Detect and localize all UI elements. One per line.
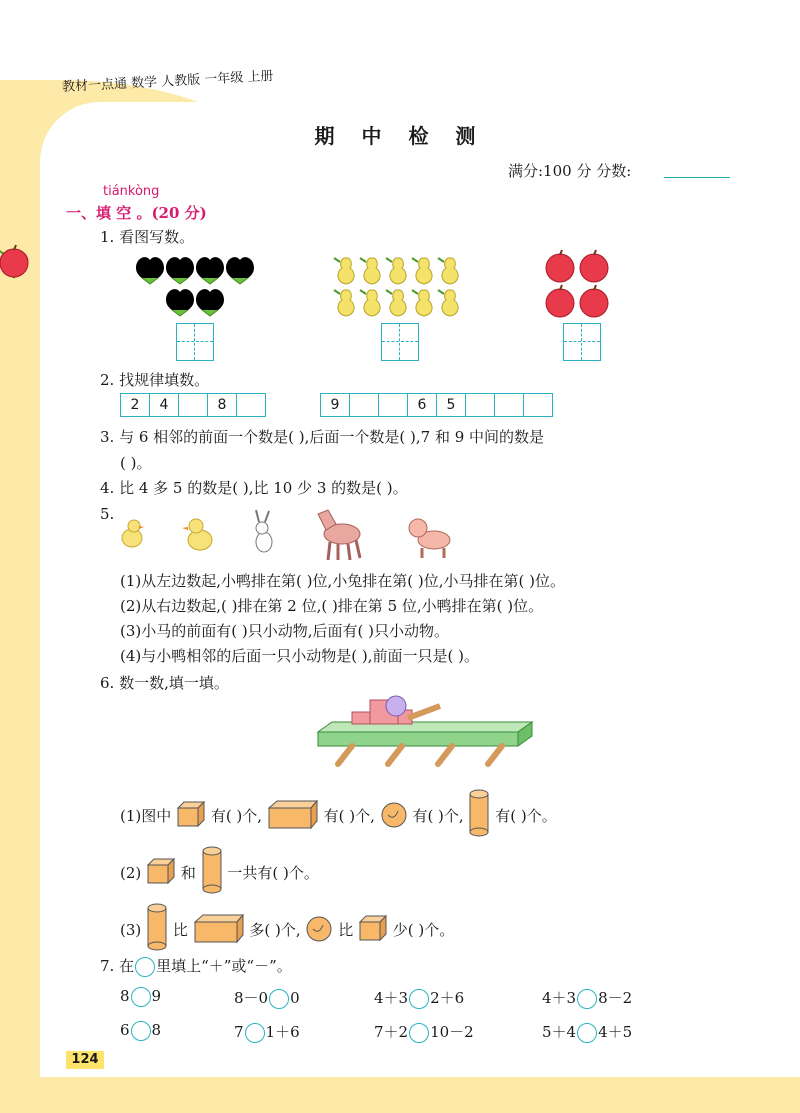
q7-item (234, 987, 300, 1009)
sequence-2 (320, 393, 553, 417)
q6-1-a: 有( )个, (210, 807, 263, 825)
question-6-3 (120, 907, 454, 955)
q6-1-c: 有( )个, (412, 807, 464, 825)
book-header: 教材一点通 数学 人教版 一年级 上册 (61, 68, 274, 95)
question-4: 4. 比 4 多 5 的数是( ),比 10 少 3 的数是( )。 (100, 479, 408, 497)
cube-icon (146, 859, 176, 885)
cylinder-icon (201, 846, 223, 894)
q7-item (234, 1021, 300, 1043)
q7-item (374, 1021, 474, 1043)
q6-1-d: 有( )个。 (495, 807, 557, 825)
sphere-icon (305, 915, 333, 943)
q7-left: 8－0 (234, 989, 269, 1007)
q7-right: 10－2 (430, 1023, 474, 1041)
q7-prefix: 7. 在 (100, 957, 135, 975)
sphere-icon (380, 801, 408, 829)
operator-circle[interactable] (245, 1023, 265, 1043)
seq-cell[interactable] (350, 394, 379, 416)
question-6-2 (120, 850, 319, 898)
q7-left: 7 (234, 1023, 244, 1041)
q6-3-than2: 比 (338, 921, 354, 939)
q7-item (542, 1021, 632, 1043)
question-6-1 (120, 793, 557, 841)
cuboid-icon (193, 914, 245, 944)
chick-icon (122, 520, 144, 547)
q7-left: 7＋2 (374, 1023, 409, 1041)
q6-2-total: 一共有( )个。 (227, 864, 319, 882)
seq-cell[interactable]: 6 (408, 394, 437, 416)
question-5-3: (3)小马的前面有( )只小动物,后面有( )只小动物。 (120, 622, 449, 640)
q7-left: 8 (120, 987, 130, 1005)
section-heading: 一、填 空 。(20 分) (66, 204, 207, 222)
seq-cell[interactable] (524, 394, 552, 416)
seq-cell[interactable]: 2 (121, 394, 150, 416)
q6-3-less: 少( )个。 (392, 921, 455, 939)
puppy-icon (409, 519, 450, 558)
seq-cell[interactable] (237, 394, 265, 416)
seq-cell[interactable] (379, 394, 408, 416)
q6-2-prefix: (2) (120, 864, 142, 882)
question-5-1: (1)从左边数起,小鸭排在第( )位,小兔排在第( )位,小马排在第( )位。 (120, 572, 565, 590)
q7-item (120, 1021, 161, 1041)
operator-circle[interactable] (577, 989, 597, 1009)
q7-right: 8 (151, 1021, 162, 1039)
q7-right: 9 (151, 987, 162, 1005)
q7-left: 5＋4 (542, 1023, 577, 1041)
cylinder-icon (146, 903, 168, 951)
q7-item (120, 987, 161, 1007)
sequence-1 (120, 393, 266, 417)
duckling-icon (182, 519, 212, 550)
seq-cell[interactable]: 8 (208, 394, 237, 416)
apple-icon (0, 245, 28, 277)
question-2: 2. 找规律填数。 (100, 371, 210, 389)
question-5: 5. (100, 505, 115, 523)
operator-circle[interactable] (409, 1023, 429, 1043)
operator-circle[interactable] (577, 1023, 597, 1043)
question-3: 3. 与 6 相邻的前面一个数是( ),后面一个数是( ),7 和 9 中间的数是 (100, 428, 545, 446)
q7-right: 2＋6 (430, 989, 465, 1007)
q6-3-than: 比 (172, 921, 188, 939)
cube-icon (176, 802, 206, 828)
cube-icon (358, 916, 388, 942)
horse-icon (318, 510, 360, 560)
seq-cell[interactable]: 4 (150, 394, 179, 416)
rabbit-icon (256, 510, 272, 552)
q7-left: 4＋3 (542, 989, 577, 1007)
operator-circle[interactable] (409, 989, 429, 1009)
seq-cell[interactable] (466, 394, 495, 416)
q6-1-prefix: (1)图中 (120, 807, 172, 825)
q6-3-prefix: (3) (120, 921, 142, 939)
answer-box[interactable] (563, 323, 601, 361)
page-title: 期 中 检 测 (314, 124, 486, 148)
q7-left: 4＋3 (374, 989, 409, 1007)
seq-cell[interactable]: 9 (321, 394, 350, 416)
animals-row (120, 506, 480, 566)
fruit-illustrations (0, 248, 800, 328)
seq-cell[interactable] (495, 394, 524, 416)
q7-left: 6 (120, 1021, 130, 1039)
operator-circle[interactable] (131, 1021, 151, 1041)
section-pinyin: tiánkòng (103, 184, 160, 199)
score-input-line[interactable] (664, 177, 730, 178)
answer-box[interactable] (176, 323, 214, 361)
question-5-4: (4)与小鸭相邻的后面一只小动物是( ),前面一只是( )。 (120, 647, 479, 665)
q6-3-more: 多( )个, (249, 921, 301, 939)
question-7 (100, 955, 292, 977)
cylinder-icon (468, 789, 490, 837)
question-1: 1. 看图写数。 (100, 228, 195, 246)
cuboid-icon (267, 800, 319, 830)
q7-right: 0 (290, 989, 300, 1007)
operator-circle[interactable] (131, 987, 151, 1007)
question-5-2: (2)从右边数起,( )排在第 2 位,( )排在第 5 位,小鸭排在第( )位。 (120, 597, 544, 615)
seq-cell[interactable]: 5 (437, 394, 466, 416)
block-structure (312, 690, 552, 770)
q7-item (374, 987, 464, 1009)
q6-1-b: 有( )个, (323, 807, 375, 825)
page-number: 124 (66, 1051, 104, 1069)
question-3-cont: ( )。 (120, 454, 152, 472)
q7-right: 1＋6 (265, 1023, 300, 1041)
answer-box[interactable] (381, 323, 419, 361)
q6-2-and: 和 (180, 864, 196, 882)
score-label: 满分:100 分 分数: (508, 162, 632, 180)
q7-instruction: 里填上“＋”或“－”。 (156, 957, 292, 975)
seq-cell[interactable] (179, 394, 208, 416)
q7-right: 4＋5 (598, 1023, 633, 1041)
circle-blank (135, 957, 155, 977)
q7-item (542, 987, 632, 1009)
q7-right: 8－2 (598, 989, 633, 1007)
question-6: 6. 数一数,填一填。 (100, 674, 229, 692)
operator-circle[interactable] (269, 989, 289, 1009)
